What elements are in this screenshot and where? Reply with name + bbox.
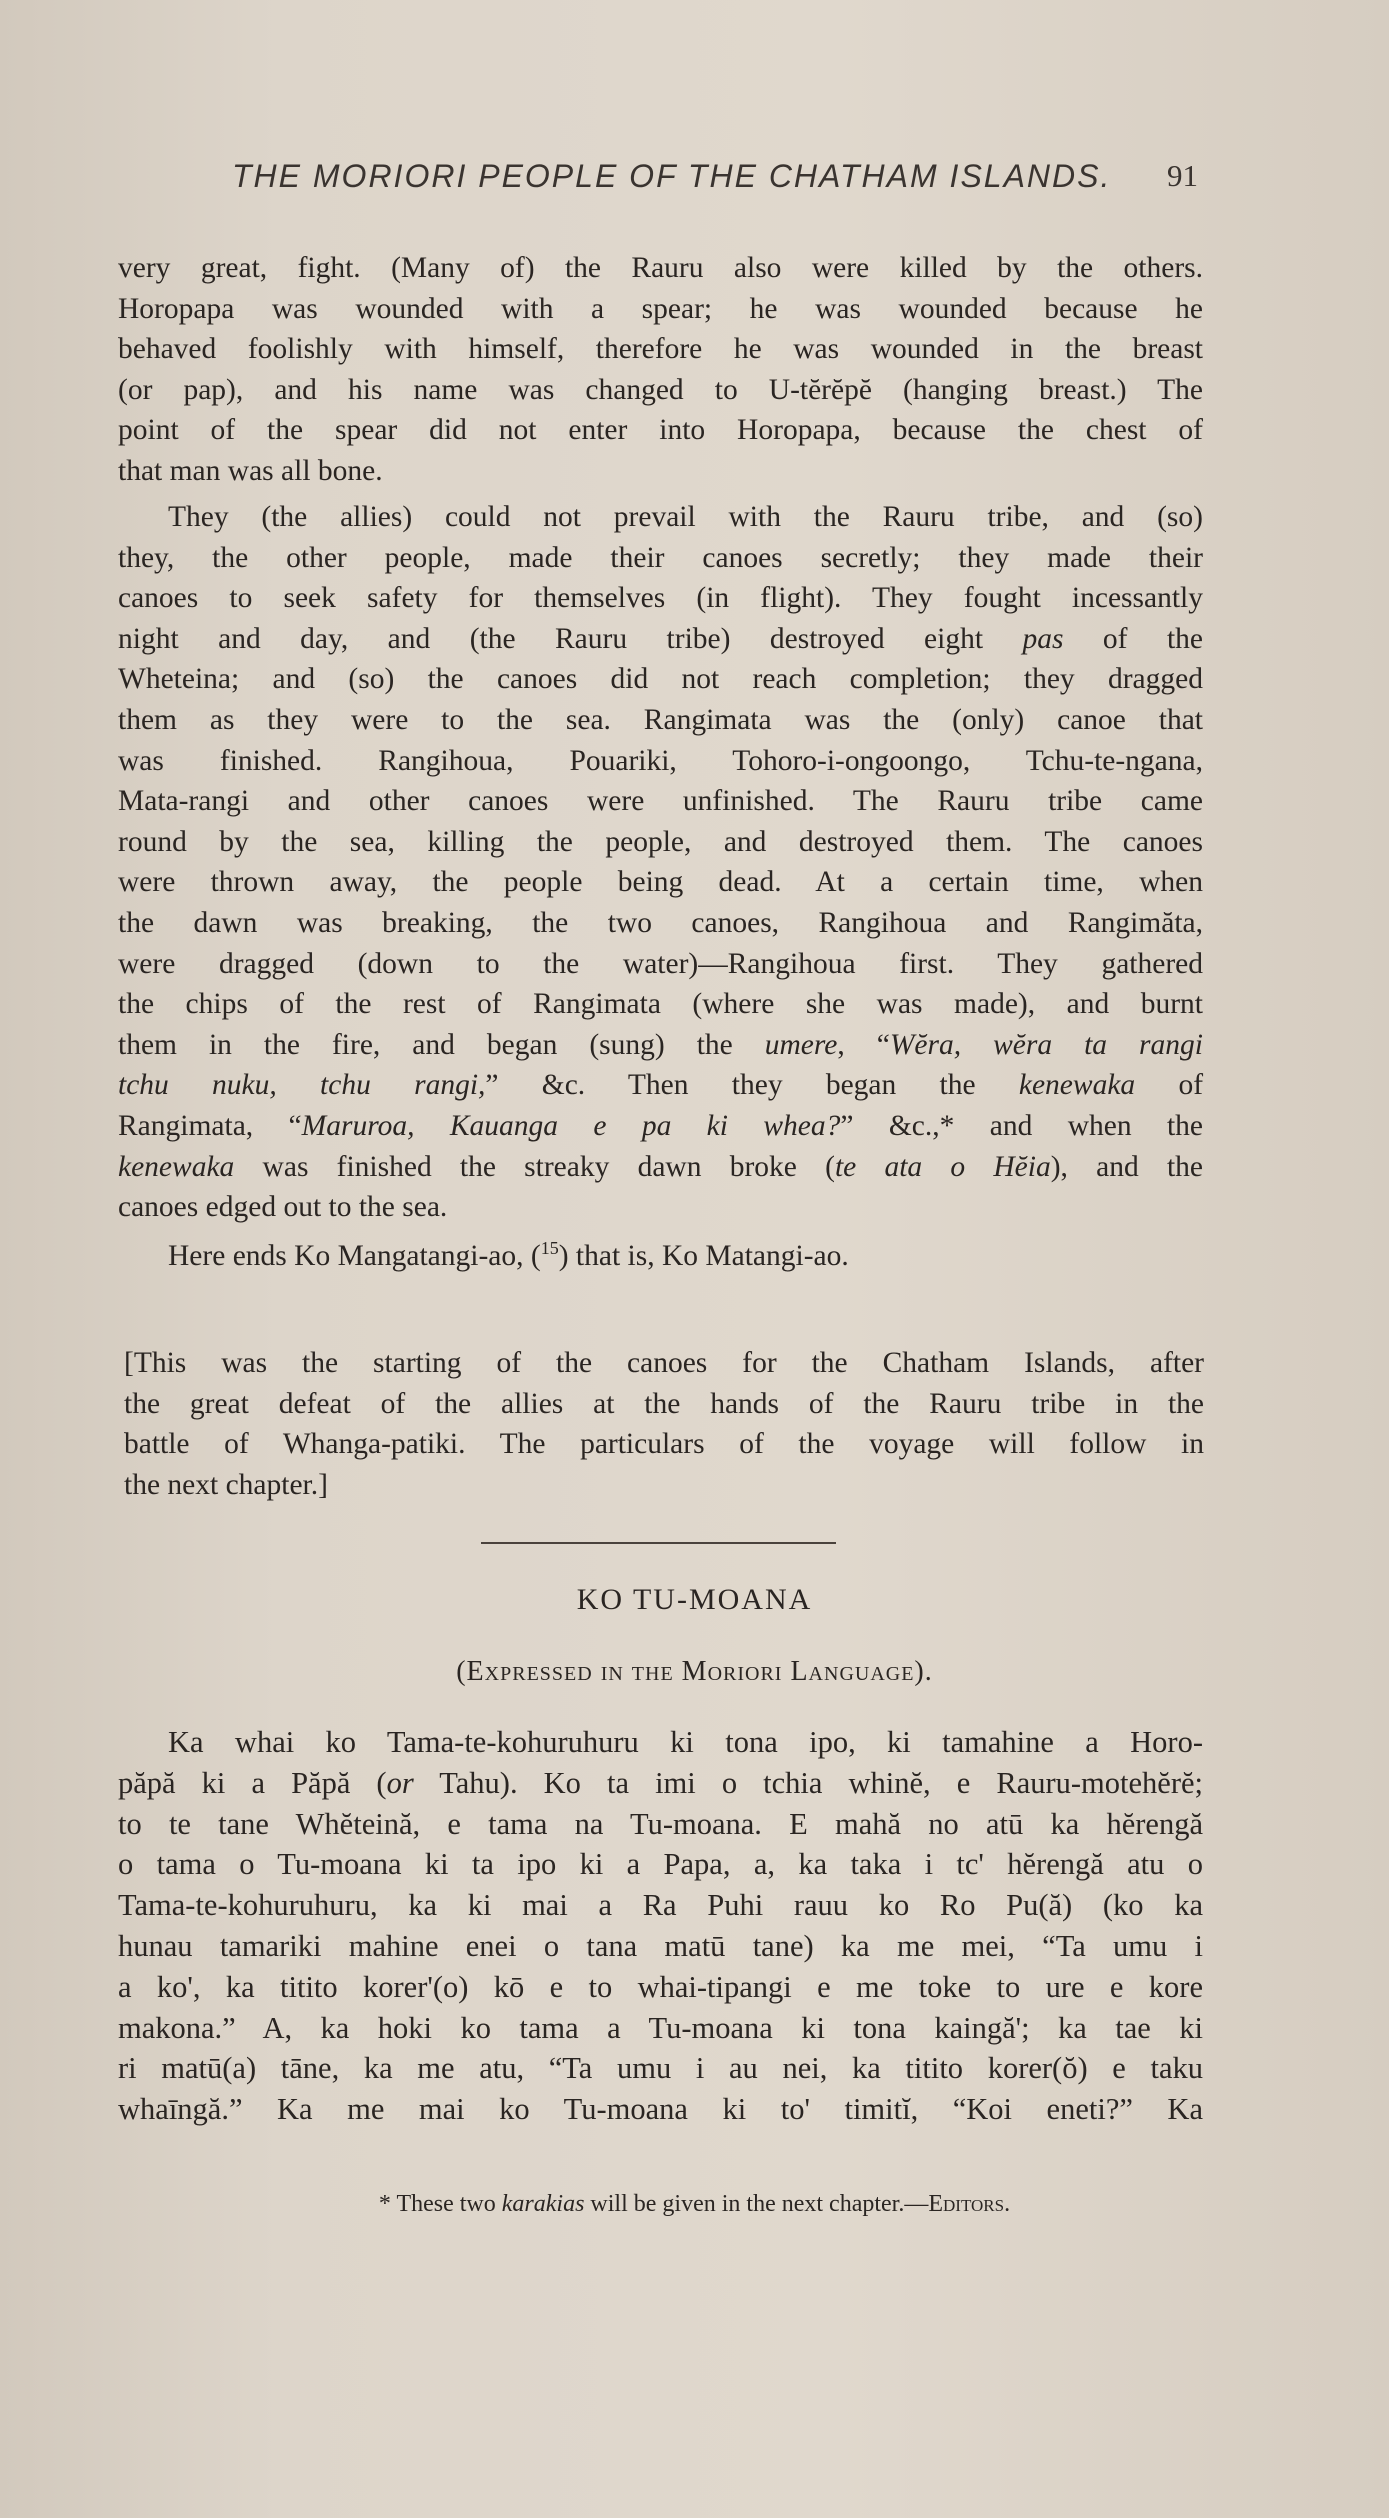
text-line: Tama-te-kohuruhuru, ka ki mai a Ra Puhi rauu ko Ro Pu(ă) (ko ka (118, 1888, 1203, 1923)
text-line: They (the allies) could not prevail with the Rauru tribe, and (so) (168, 501, 1203, 533)
section-divider (481, 1542, 836, 1544)
text-line: behaved foolishly with himself, therefore he was wounded in the breast (118, 333, 1203, 366)
text-line: the great defeat of the allies at the hands of the Rauru tribe in the (124, 1387, 1204, 1420)
footnote: * These two karakias will be given in the next chapter.—Editors. (378, 2191, 1011, 2217)
text-line: them as they were to the sea. Rangimata was the (only) canoe that (118, 703, 1203, 736)
italic-term: kenewaka (1018, 1069, 1136, 1102)
text-line: canoes edged out to the sea. (118, 1191, 448, 1224)
italic-quote: Maruroa, Kauanga e pa ki whea? (301, 1109, 841, 1142)
text-line: [This was the starting of the canoes for the Chatham Islands, after (124, 1347, 1204, 1379)
text-line: Rangimata, “Maruroa, Kauanga e pa ki whea?” &c.,* and when the (118, 1109, 1204, 1142)
italic-term: te ata o Hĕia (834, 1150, 1051, 1183)
italic-word: karakias (501, 2191, 585, 2217)
editors-signature: Editors. (928, 2191, 1011, 2217)
text-line: păpă ki a Păpă (or Tahu). Ko ta imi o tchia whinĕ, e Rauru-motehĕrĕ; (118, 1765, 1203, 1800)
italic-quote: tchu nuku, tchu rangi, (118, 1069, 486, 1102)
running-header (232, 158, 1198, 208)
text-line: Ka whai ko Tama-te-kohuruhuru ki tona ipo, ki tamahine a Horo- (168, 1725, 1203, 1759)
text-line: canoes to seek safety for themselves (in flight). They fought incessantly (118, 582, 1203, 615)
text-line: was finished. Rangihoua, Pouariki, Tohoro-i-ongoongo, Tchu-te-ngana, (118, 744, 1203, 777)
text-line: that man was all bone. (118, 454, 383, 487)
text-line: makona.” A, ka hoki ko tama a Tu-moana ki tona kaingă'; ka tae ki (118, 2010, 1203, 2045)
footnote-ref: 15 (540, 1237, 559, 1258)
text-line: (or pap), and his name was changed to U-tĕrĕpĕ (hanging breast.) The (118, 373, 1203, 406)
text-line: were dragged (down to the water)—Rangihoua first. They gathered (118, 947, 1203, 980)
text-line: Horopapa was wounded with a spear; he was wounded because he (118, 292, 1203, 325)
text-line: the chips of the rest of Rangimata (where she was made), and burnt (118, 988, 1203, 1021)
text-line: Mata-rangi and other canoes were unfinished. The Rauru tribe came (118, 785, 1203, 818)
text-line: them in the fire, and began (sung) the umere, “Wĕra, wĕra ta rangi (118, 1028, 1203, 1061)
italic-term: pas (1022, 622, 1064, 655)
text-line: whaīngă.” Ka me mai ko Tu-moana ki to' timitĭ, “Koi eneti?” Ka (118, 2092, 1203, 2127)
section-subtitle: (Expressed in the Moriori Language). (456, 1656, 933, 1687)
text-line: Wheteina; and (so) the canoes did not reach completion; they dragged (118, 663, 1203, 696)
text-line: ri matū(a) tāne, ka me atu, “Ta umu i au nei, ka titito korer(ŏ) e taku (118, 2051, 1203, 2086)
text-line: a ko', ka titito korer'(o) kō e to whai-tipangi e me toke to ure e kore (118, 1969, 1203, 2004)
text-line: very great, fight. (Many of) the Rauru also were killed by the others. (118, 252, 1203, 284)
text-line: point of the spear did not enter into Horopapa, because the chest of (118, 414, 1203, 447)
text-line: Here ends Ko Mangatangi-ao, ($^{15}$) that is, Ko Matangi-ao. (168, 1237, 849, 1272)
editorial-note (124, 1343, 1204, 1505)
italic-quote: Wĕra, wĕra ta rangi (889, 1028, 1203, 1061)
text-line: the next chapter.] (124, 1468, 328, 1501)
paragraph-2 (118, 497, 1204, 1272)
text-line: kenewaka was finished the streaky dawn broke (te ata o Hĕia), and the (118, 1150, 1203, 1183)
paragraph-1 (118, 248, 1203, 492)
text-line: the dawn was breaking, the two canoes, Rangihoua and Rangimăta, (118, 906, 1203, 939)
text-line: round by the sea, killing the people, and destroyed them. The canoes (118, 825, 1203, 858)
running-title: THE MORIORI PEOPLE OF THE CHATHAM ISLANDS. (232, 158, 1112, 194)
section-title: KO TU-MOANA (576, 1583, 813, 1616)
page-number: 91 (1167, 158, 1198, 193)
italic-term: kenewaka (118, 1150, 235, 1183)
text-line: to te tane Whĕteină, e tama na Tu-moana. E mahă no atū ka hĕrengă (118, 1806, 1203, 1841)
text-line: battle of Whanga-patiki. The particulars of the voyage will follow in (124, 1428, 1204, 1461)
italic-word: or (386, 1765, 414, 1800)
text-line: o tama o Tu-moana ki ta ipo ki a Papa, a, ka taka i tc' hĕrengă atu o (118, 1847, 1203, 1882)
text-line: night and day, and (the Rauru tribe) destroyed eight pas of the (118, 622, 1203, 655)
text-line: hunau tamariki mahine enei o tana matū tane) ka me mei, “Ta umu i (118, 1928, 1203, 1963)
italic-term: umere (764, 1028, 838, 1061)
text-line: were thrown away, the people being dead. At a certain time, when (118, 866, 1203, 899)
text-line: tchu nuku, tchu rangi,” &c. Then they began the kenewaka of (118, 1069, 1204, 1102)
moriori-text (118, 1722, 1203, 2130)
text-line: they, the other people, made their canoes secretly; they made their (118, 541, 1203, 574)
